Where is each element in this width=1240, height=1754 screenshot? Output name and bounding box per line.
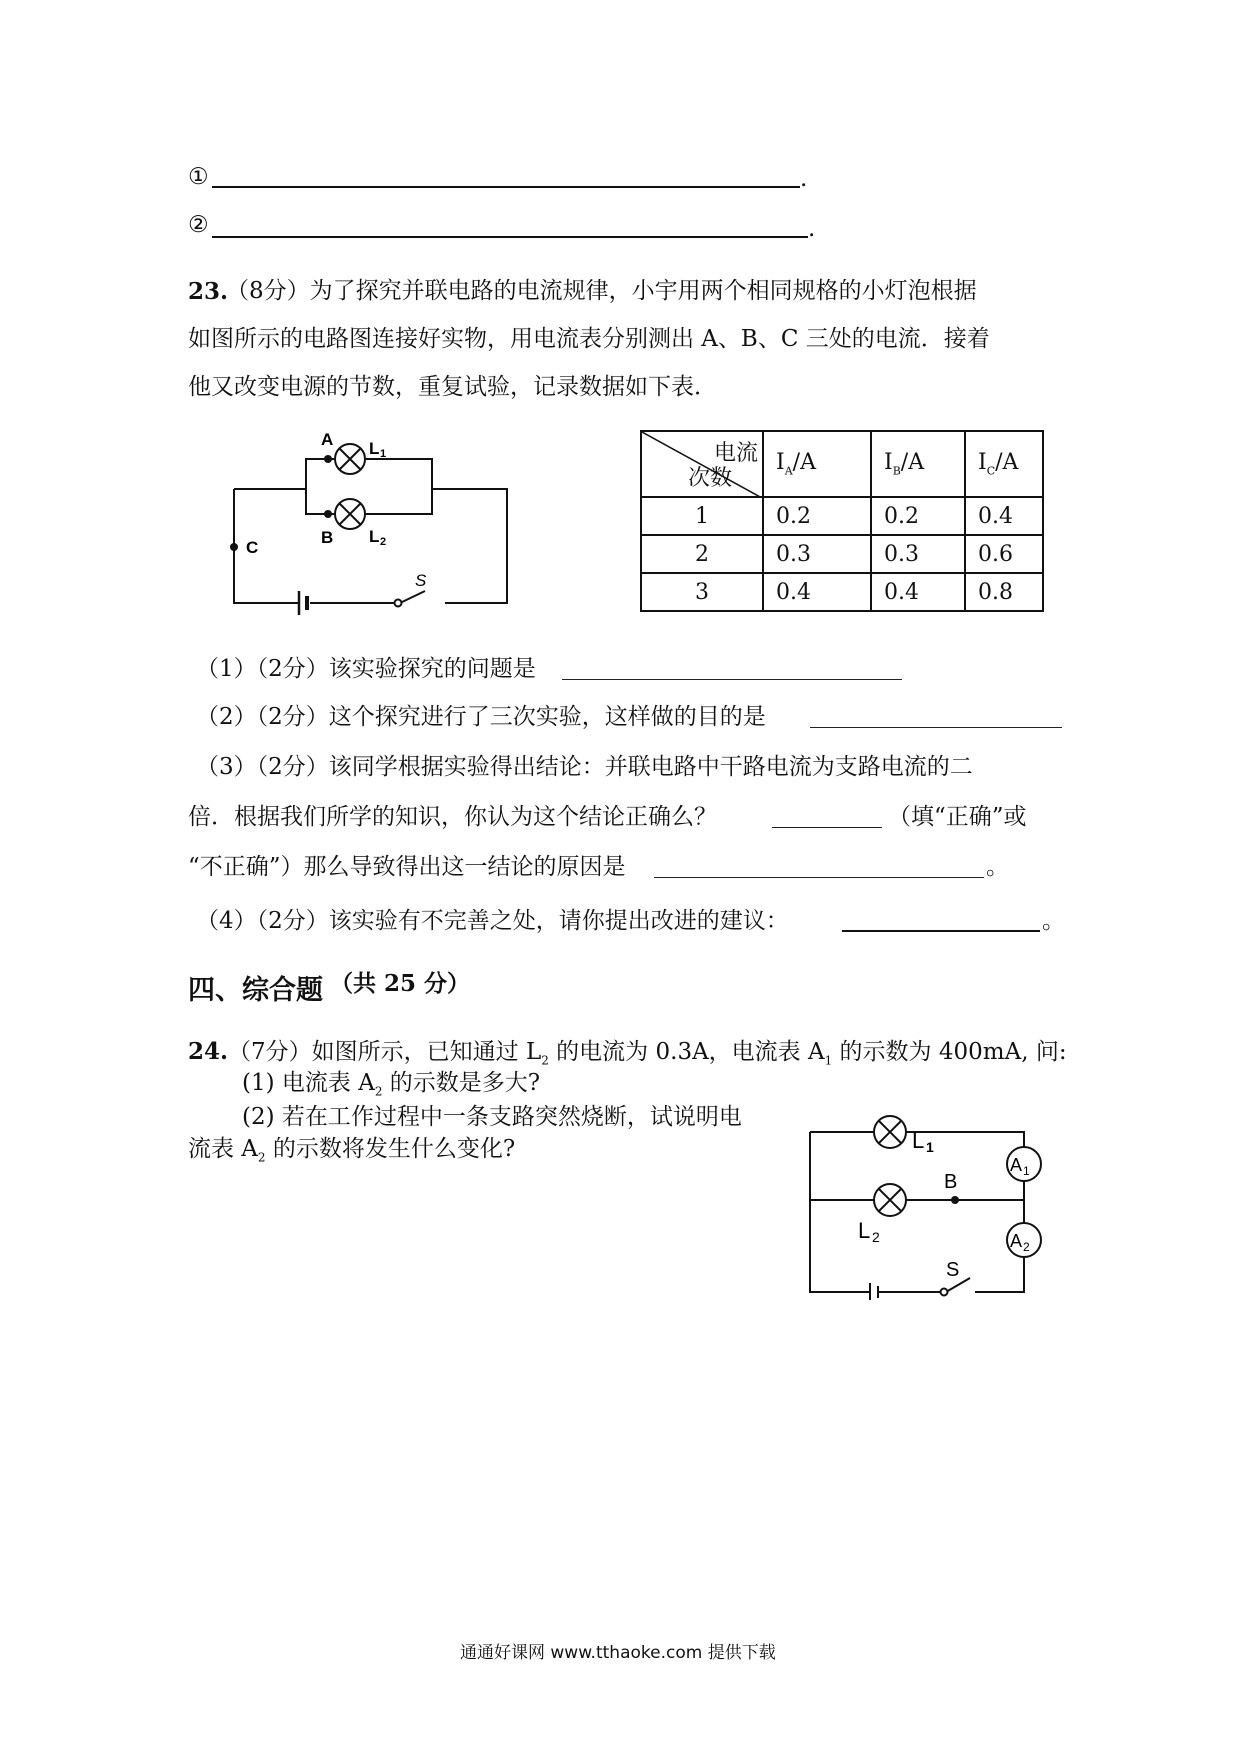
table-row bbox=[641, 535, 1043, 573]
q23-sub1: （1）（2分）该实验探究的问题是 bbox=[196, 656, 536, 682]
q24-stem-b: 的电流为 0.3A，电流表 A bbox=[548, 1039, 825, 1065]
table-cell: 0.8 bbox=[965, 573, 1043, 611]
meter-a1-label: A bbox=[1010, 1155, 1023, 1175]
q24-stem-a: （7分）如图所示，已知通过 L bbox=[228, 1039, 542, 1065]
header-ib bbox=[871, 431, 965, 497]
q24-q1-b: 的示数是多大? bbox=[382, 1070, 541, 1096]
table-row bbox=[641, 573, 1043, 611]
q23-sub4: （4）（2分）该实验有不完善之处，请你提出改进的建议： bbox=[196, 908, 789, 934]
header-ic-unit: /A bbox=[995, 450, 1019, 476]
table-cell: 0.4 bbox=[965, 497, 1043, 535]
point-a-dot bbox=[324, 455, 332, 463]
label-l1: L bbox=[369, 439, 380, 458]
q24-label-b: B bbox=[944, 1171, 958, 1193]
section-4-title: 四、综合题 bbox=[188, 975, 323, 1006]
label-s: S bbox=[415, 571, 427, 590]
table-cell: 0.4 bbox=[763, 573, 871, 611]
q24-q2-line1: (2) 若在工作过程中一条支路突然烧断，试说明电 bbox=[242, 1104, 742, 1130]
table-cell: 0.2 bbox=[763, 497, 871, 535]
table-cell: 2 bbox=[641, 535, 763, 573]
label-a: A bbox=[321, 430, 334, 449]
section-4-points: （共 25 分） bbox=[330, 970, 471, 997]
q24-circuit-diagram bbox=[800, 1100, 1080, 1300]
q24-label-l1-sub: 1 bbox=[926, 1139, 934, 1155]
blank-2-period: . bbox=[808, 216, 816, 242]
point-c-dot bbox=[230, 543, 238, 551]
q23-sub1-blank[interactable] bbox=[562, 679, 902, 680]
q23-stem-line1: （8分）为了探究并联电路的电流规律，小宇用两个相同规格的小灯泡根据 bbox=[226, 278, 977, 304]
blank-1-period: . bbox=[800, 166, 808, 192]
q23-sub2-blank[interactable] bbox=[810, 727, 1062, 728]
q24-label-l2: L bbox=[858, 1218, 871, 1243]
header-ic bbox=[965, 431, 1043, 497]
q24-q2-line2-b: 的示数将发生什么变化? bbox=[265, 1136, 516, 1162]
q24-label-s: S bbox=[946, 1259, 960, 1281]
q23-sub4-end: 。 bbox=[1042, 908, 1065, 934]
q24-q2-line2-a: 流表 A bbox=[188, 1136, 258, 1162]
q24-q2-line2-sub: 2 bbox=[257, 1150, 266, 1165]
page-footer: 通通好课网 www.tthaoke.com 提供下载 bbox=[460, 1643, 776, 1663]
table-row bbox=[641, 497, 1043, 535]
q23-sub3-blank-a[interactable] bbox=[772, 827, 882, 828]
header-ic-sub: C bbox=[986, 464, 996, 478]
table-cell: 0.2 bbox=[871, 497, 965, 535]
q24-stem-sub-b: 1 bbox=[824, 1053, 833, 1068]
table-cell: 1 bbox=[641, 497, 763, 535]
table-cell: 0.3 bbox=[871, 535, 965, 573]
header-ib-main: I bbox=[884, 450, 893, 476]
header-ia-unit: /A bbox=[792, 450, 816, 476]
blank-2-marker: ② bbox=[188, 212, 209, 238]
label-c: C bbox=[246, 538, 259, 557]
q24-label-l2-sub: 2 bbox=[872, 1229, 880, 1245]
q24-stem-sub-a: 2 bbox=[541, 1053, 549, 1068]
q23-stem-line3: 他又改变电源的节数，重复试验，记录数据如下表． bbox=[188, 374, 717, 400]
table-cell: 0.6 bbox=[965, 535, 1043, 573]
q24-number: 24. bbox=[188, 1038, 229, 1065]
q23-sub3-line2a: 倍．根据我们所学的知识，你认为这个结论正确么？ bbox=[188, 804, 717, 830]
header-ia-main: I bbox=[776, 450, 785, 476]
header-ib-sub: B bbox=[892, 464, 901, 478]
point-b-dot bbox=[324, 510, 332, 518]
q24-q1-sub: 2 bbox=[374, 1084, 383, 1099]
table-cell: 0.4 bbox=[871, 573, 965, 611]
table-cell: 0.3 bbox=[763, 535, 871, 573]
blank-1-marker: ① bbox=[188, 164, 209, 190]
q23-circuit-diagram bbox=[220, 428, 520, 628]
q24-q2-line2 bbox=[188, 1138, 515, 1164]
q24-stem-c: 的示数为 400mA, 问: bbox=[832, 1039, 1067, 1065]
corner-bottom-label: 次数 bbox=[688, 466, 733, 491]
meter-a2-sub: 2 bbox=[1023, 1240, 1030, 1254]
blank-1-line bbox=[212, 186, 800, 188]
blank-2-line bbox=[212, 236, 808, 238]
q23-number: 23. bbox=[188, 278, 229, 305]
q23-sub2: （2）（2分）这个探究进行了三次实验，这样做的目的是 bbox=[196, 704, 766, 730]
q24-q1-a: (1) 电流表 A bbox=[242, 1070, 375, 1096]
meter-a1-sub: 1 bbox=[1023, 1164, 1030, 1178]
q23-data-table bbox=[640, 430, 1044, 612]
meter-a2-label: A bbox=[1010, 1231, 1023, 1251]
q24-stem bbox=[188, 1040, 1067, 1067]
q23-sub3-line1: （3）（2分）该同学根据实验得出结论：并联电路中干路电流为支路电流的二 bbox=[196, 754, 973, 780]
label-l2: L bbox=[369, 527, 380, 546]
q23-sub3-blank-b[interactable] bbox=[654, 877, 984, 878]
table-header-row bbox=[641, 431, 1043, 497]
point-b-dot bbox=[951, 1196, 959, 1204]
header-ib-unit: /A bbox=[900, 450, 925, 476]
header-ic-main: I bbox=[978, 450, 987, 476]
q24-q1 bbox=[242, 1072, 540, 1098]
q23-stem-line2: 如图所示的电路图连接好实物，用电流表分别测出 A、B、C 三处的电流．接着 bbox=[188, 326, 990, 352]
q24-label-l1: L bbox=[912, 1128, 925, 1153]
q23-sub3-line2b: （填“正确”或 bbox=[888, 804, 1027, 830]
q23-sub3-line3a: “不正确”）那么导致得出这一结论的原因是 bbox=[188, 854, 626, 880]
header-ia bbox=[763, 431, 871, 497]
header-ia-sub: A bbox=[784, 464, 793, 478]
table-cell: 3 bbox=[641, 573, 763, 611]
q23-sub3-line3b: 。 bbox=[986, 854, 1009, 880]
label-l2-sub: 2 bbox=[380, 536, 387, 548]
label-b: B bbox=[321, 528, 334, 547]
table-corner-cell bbox=[641, 431, 763, 497]
corner-top-label: 电流 bbox=[713, 441, 758, 466]
label-l1-sub: 1 bbox=[380, 448, 387, 460]
q23-sub4-blank[interactable] bbox=[842, 930, 1040, 932]
